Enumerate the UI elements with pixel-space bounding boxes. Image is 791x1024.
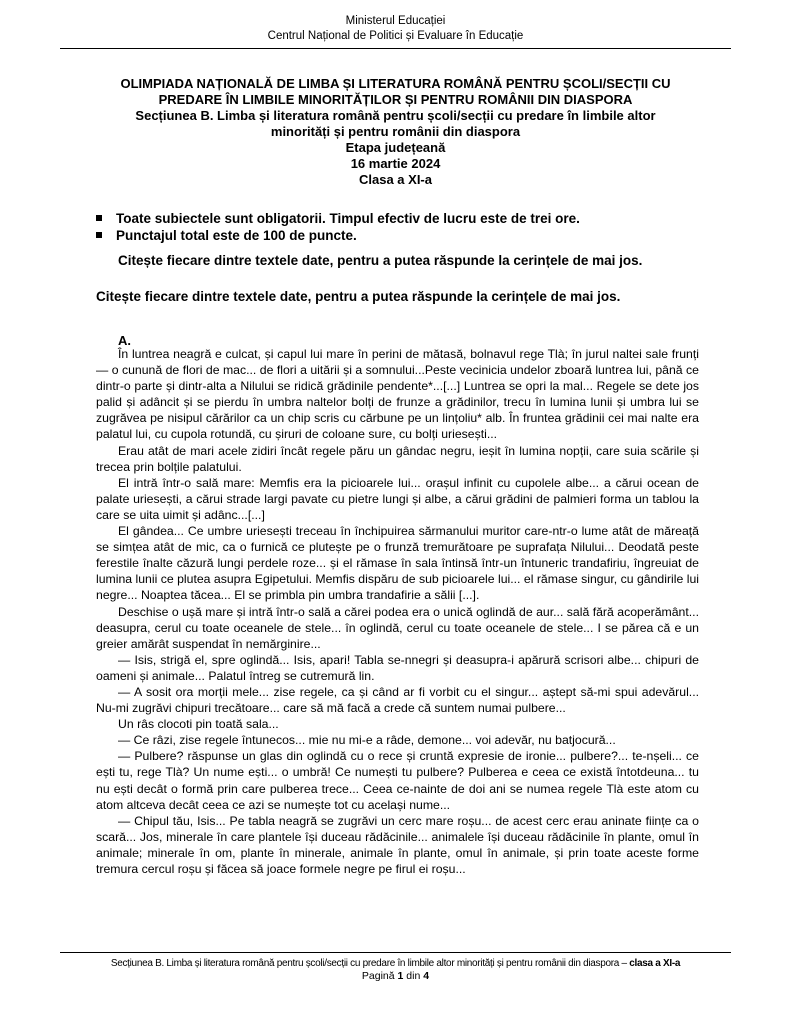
square-bullet-icon	[96, 215, 102, 221]
paragraph: Un râs clocoti pin toată sala...	[118, 717, 279, 732]
instruction-2: Citește fiecare dintre textele date, pentru a putea răspunde la cerințele de mai jos.	[96, 289, 621, 304]
title-line-2: PREDARE ÎN LIMBILE MINORITĂȚILOR ȘI PENTRU ROMÂNII DIN DIASPORA	[158, 92, 633, 107]
footer-class: clasa a XI-a	[629, 958, 681, 969]
paragraph: Erau atât de mari acele zidiri încât regele păru un gândac negru, ieșit în lumina nopții, care suia scările și trecea prin bolțile palatului.	[96, 443, 699, 474]
page-number	[0, 970, 791, 983]
page-word: Pagină	[361, 970, 395, 982]
footer-section-note	[0, 957, 791, 970]
square-bullet-icon	[96, 232, 102, 238]
list-item	[96, 227, 716, 244]
paragraph: Deschise o ușă mare și intră într-o sală a cărei podea era o unică oglindă de aur... sală fără acoperământ... deasupra, cerul cu toate oceanele de stele... în oglindă, cerul cu toate oceanele de stele... I se părea că e un greier amărât suspendat în nemărginire...	[96, 604, 699, 651]
paragraph: — Pulbere? răspunse un glas din oglindă cu o rece și cruntă expresie de ironie... pulbere?... te-nșeli... ce ești tu, rege Tlà? Un nume ești... o umbră! Ce numești tu pulbere? Pulberea e ceea ce există întotdeuna... tu nu ești decât o formă prin care pulberea trece... Ceea ce-nainte de doi ani se numea regele Tlà este atom cu atom altceva decât ceea ce azi se numește tot cu același nume...	[96, 749, 699, 812]
section-label: A.	[118, 333, 131, 348]
page-current: 1	[397, 970, 404, 982]
literary-text	[96, 346, 699, 877]
paragraph: El intră într-o sală mare: Memfis era la picioarele lui... orașul infinit cu cupolele albe... a cărui ocean de palate uriesești, a cărui strade largi pavate cu pietre lungi și albe, a cărui grădini de palmieri forma un tablou la care se uita uimit și adânc...[...]	[96, 475, 699, 522]
rule-text: Toate subiectele sunt obligatorii. Timpul efectiv de lucru este de trei ore.	[116, 211, 580, 226]
paragraph: — Ce râzi, zise regele întunecos... mie nu mi-e a râde, demone... voi adevăr, nu batjocură...	[118, 733, 616, 748]
title-line-4: minorități și pentru românii din diaspora	[270, 124, 521, 139]
exam-date: 16 martie 2024	[350, 156, 441, 171]
paragraph: În luntrea neagră e culcat, și capul lui mare în perini de mătasă, bolnavul rege Tlà; în jurul naltei sale frunți — o cunună de flori de mac... de flori a uitării și a somnului...Peste vecinicia undelor zboară luntrea lui, până ce dintr-o parte și dintr-alta a Nilului se ridică grădinile pendente*...[...] Luntrea se opri la mal... Regele se dete jos palid și adâncit și se pierdu în umbra naltelor bolți de frunze a grădinilor, trecu în lumina lunii și umbra lui se zugrăvea pe nisipul cărărilor ca un chip scris cu cărbune pe un lințoliu* alb. În fruntea grădinii cei mai nalte era palatul lui, cu cupola rotundă, cu șiruri de coloane sure, cu bolți uriesești...	[96, 347, 699, 442]
exam-stage: Etapa județeană	[345, 140, 446, 155]
list-item	[96, 210, 716, 227]
paragraph: — Chipul tău, Isis... Pe tabla neagră se zugrăvi un cerc mare roșu... de acest cerc erau aninate ființe ca o scară... Jos, minerale în care plantele își duceau rădăcinile... animalele își duceau rădăcinile în plante, omul în animale; minerale în om, plante în minerale, animale în plante, omul în animale, și prin toate aceste forme tremura cercul roșu și făcea să joace formele negre pe firul ei roșu...	[96, 813, 699, 876]
title-line-1: OLIMPIADA NAȚIONALĂ DE LIMBA ȘI LITERATURA ROMÂNĂ PENTRU ȘCOLI/SECȚII CU	[120, 76, 671, 91]
header-ministry: Ministerul Educației	[345, 15, 446, 27]
paragraph: — A sosit ora morții mele... zise regele, ca și când ar fi vorbit cu el singur... aștept să-mi spui adevărul... Nu-mi zugrăvi chipuri trecătoare... care să mă facă a crede că suntem numai pulbere...	[96, 684, 699, 716]
header-divider	[60, 48, 731, 49]
exam-class: Clasa a XI-a	[359, 172, 432, 187]
instruction-1: Citește fiecare dintre textele date, pentru a putea răspunde la cerințele de mai jos.	[118, 253, 643, 268]
page-total: 4	[423, 970, 430, 982]
rule-text: Punctajul total este de 100 de puncte.	[116, 228, 357, 243]
rules-list	[96, 210, 716, 244]
page-of: din	[406, 970, 421, 982]
header-center: Centrul Național de Politici și Evaluare în Educație	[267, 30, 524, 42]
paragraph: — Isis, strigă el, spre oglindă... Isis, apari! Tabla se-nnegri și deasupra-i apărură scrisori albe... chipuri de oameni și animale... Palatul întreg se cutremură lin.	[96, 652, 699, 683]
title-line-3: Secțiunea B. Limba și literatura română pentru școli/secții cu predare în limbile altor	[135, 108, 656, 123]
footer-divider	[60, 952, 731, 953]
paragraph: El gândea... Ce umbre uriesești treceau în închipuirea sărmanului muritor care-ntr-o lume atât de măreață se simțea atât de mic, ca o furnică ce plutește pe o frunză tremurătoare pe suprafața Nilului... Deodată peste ferestile înalte căzură lungi perdele roze... și el rămase în sala întinsă într-un întuneric trandafiriu, îngreuiat de lumina lunii ce plutea asupra Egipetului. Memfis dispăru de sub picioarele lui... el rămase singur, cu gândirile lui negre... Noaptea tăcea... El se primbla pin umbra trandafirie a sălii [...].	[96, 524, 699, 603]
footer-note-text: Secțiunea B. Limba și literatura română pentru școli/secții cu predare în limbile altor minorități și pentru românii din diaspora –	[110, 958, 630, 969]
